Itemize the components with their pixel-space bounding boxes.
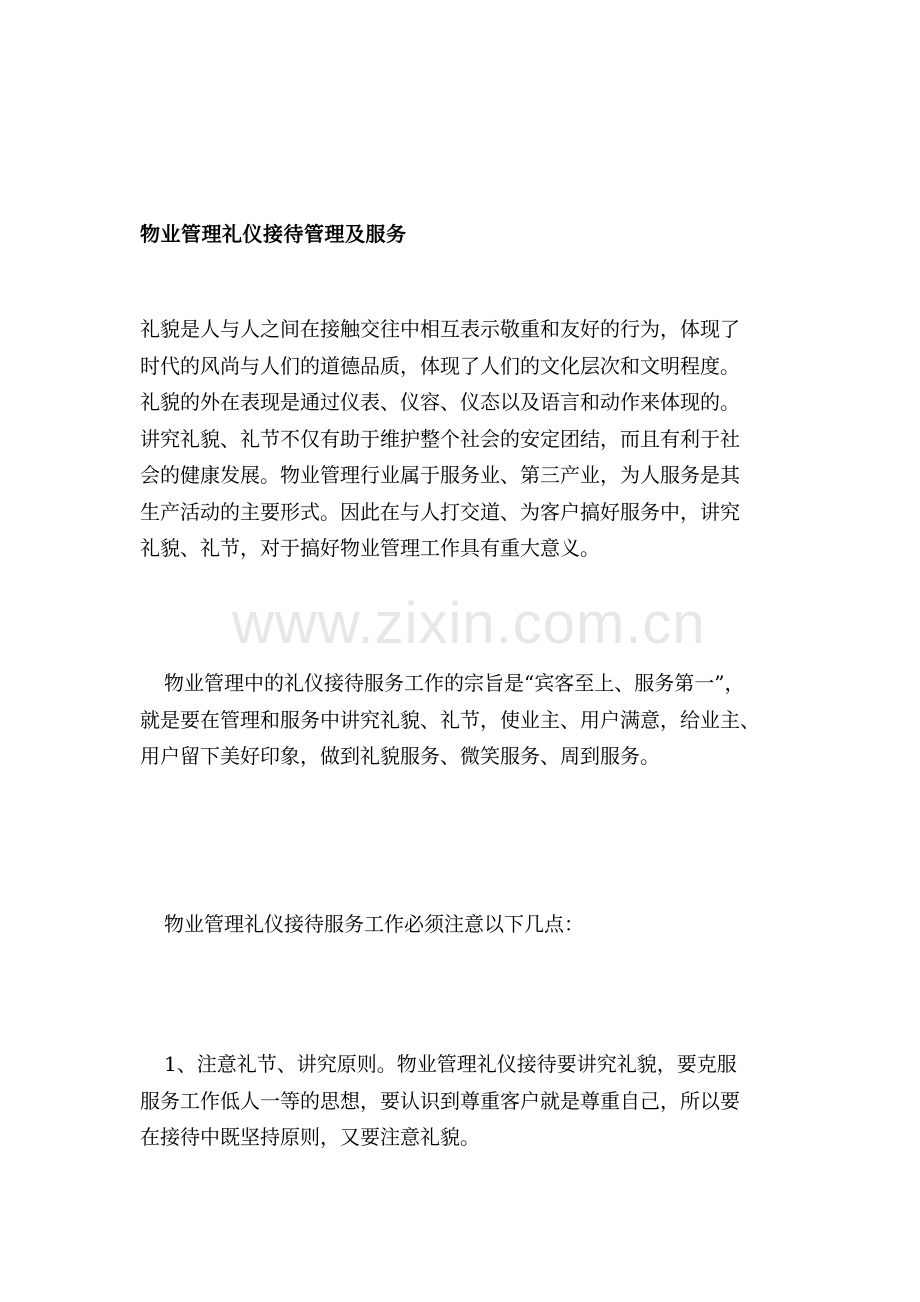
paragraph-line: 在接待中既坚持原则，又要注意礼貌。 <box>140 1125 480 1149</box>
paragraph-point-1 <box>140 1046 800 1156</box>
paragraph-line: 生产活动的主要形式。因此在与人打交道、为客户搞好服务中，讲究 <box>140 499 740 524</box>
watermark: www.zixin.com.cn <box>232 591 706 656</box>
paragraph-line: 物业管理礼仪接待服务工作必须注意以下几点： <box>164 912 584 936</box>
paragraph-line: 礼貌的外在表现是通过仪表、仪容、仪态以及语言和动作来体现的。 <box>140 390 740 414</box>
paragraph-line: 会的健康发展。物业管理行业属于服务业、第三产业，为人服务是其 <box>140 463 740 487</box>
paragraph-line: 物业管理中的礼仪接待服务工作的宗旨是“宾客至上、服务第一”， <box>164 671 745 695</box>
paragraph-line: 礼貌是人与人之间在接触交往中相互表示敬重和友好的行为，体现了 <box>140 317 740 341</box>
paragraph-line: 1、注意礼节、讲究原则。物业管理礼仪接待要讲究礼貌，要克服 <box>164 1052 737 1076</box>
paragraph-line: 服务工作低人一等的思想，要认识到尊重客户就是尊重自己，所以要 <box>140 1088 740 1113</box>
paragraph-points-intro <box>140 906 800 943</box>
paragraph-line: 礼貌、礼节，对于搞好物业管理工作具有重大意义。 <box>140 536 600 560</box>
paragraph-line: 用户留下美好印象，做到礼貌服务、微笑服务、周到服务。 <box>140 744 660 768</box>
paragraph-line: 时代的风尚与人们的道德品质，体现了人们的文化层次和文明程度。 <box>140 353 740 378</box>
paragraph-courtesy-intro <box>140 311 800 567</box>
document-title: 物业管理礼仪接待管理及服务 <box>140 222 407 246</box>
paragraph-service-purpose <box>140 665 800 775</box>
paragraph-line: 讲究礼貌、礼节不仅有助于维护整个社会的安定团结，而且有利于社 <box>140 426 740 451</box>
paragraph-line: 就是要在管理和服务中讲究礼貌、礼节，使业主、用户满意，给业主、 <box>140 707 760 732</box>
